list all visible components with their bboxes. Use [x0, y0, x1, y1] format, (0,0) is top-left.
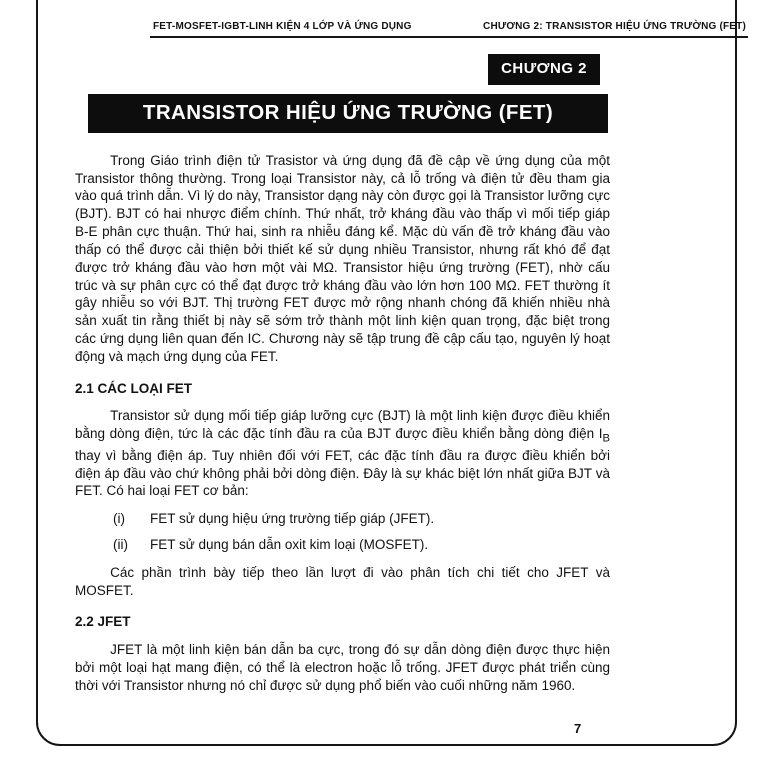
section-2-1-closing-paragraph: Các phần trình bày tiếp theo lần lượt đi vào phân tích chi tiết cho JFET và MOSFET.: [75, 564, 610, 598]
section-2-2-paragraph: JFET là một linh kiện bán dẫn ba cực, trong đó sự dẫn dòng điện được thực hiện bởi một loại hạt mang điện, có thể là electron hoặc lỗ trống. JFET được phát triển cùng thời với Transistor nhưng nó chỉ được sử dụng phổ biến vào cuối những năm 1960.: [75, 642, 610, 693]
list-marker: (ii): [113, 537, 128, 552]
page-content: [75, 50, 610, 695]
header-rule: [150, 36, 748, 38]
section-heading-2-2: 2.2 JFET: [75, 614, 131, 630]
fet-type-list: [75, 510, 610, 554]
list-item: [113, 536, 610, 554]
list-item-text: FET sử dụng hiệu ứng trường tiếp giáp (JFET).: [150, 511, 435, 527]
running-header-right: CHƯƠNG 2: TRANSISTOR HIỆU ỨNG TRƯỜNG (FET): [483, 21, 746, 32]
running-header-left: FET-MOSFET-IGBT-LINH KIỆN 4 LỚP VÀ ỨNG DỤNG: [153, 21, 412, 32]
paragraph-text: thay vì bằng điện áp. Tuy nhiên đối với FET, các đặc tính đầu ra được điều khiển bởi điện áp đầu vào chứ không phải bởi dòng điện. Đây là sự khác biệt lớn nhất giữa BJT và FET. Có hai loại FET cơ bản:: [75, 447, 610, 499]
paragraph-text: Transistor sử dụng mối tiếp giáp lưỡng cực (BJT) là một linh kiện được điều khiển bằng dòng điện, tức là các đặc tính đầu ra của BJT được điều khiển bằng dòng điện I: [75, 408, 610, 442]
section-2-1-paragraph: [75, 407, 610, 500]
list-marker: (i): [113, 511, 125, 527]
chapter-badge: CHƯƠNG 2: [488, 54, 600, 85]
list-item-text: FET sử dụng bán dẫn oxit kim loại (MOSFET).: [150, 537, 429, 552]
list-item: [113, 510, 610, 528]
subscript-b: B: [602, 432, 610, 445]
page-number: 7: [574, 721, 582, 736]
section-heading-2-1: 2.1 CÁC LOẠI FET: [75, 380, 193, 396]
chapter-title: TRANSISTOR HIỆU ỨNG TRƯỜNG (FET): [88, 94, 608, 133]
intro-paragraph: Trong Giáo trình điện tử Trasistor và ứng dụng đã đề cập về ứng dụng của một Transistor thông thường. Trong loại Transistor này, cả lỗ trống và điện tử đều tham gia vào quá trình dẫn. Vì lý do này, Transistor dạng này còn được gọi là Transistor lưỡng cực (BJT). BJT có hai nhược điểm chính. Thứ nhất, trở kháng đầu vào thấp vì mối tiếp giáp B-E phân cực thuận. Thứ hai, sinh ra nhiễu đáng kể. Mặc dù vấn đề trở kháng đầu vào thấp có thể được cải thiện bởi thiết kế sử dụng nhiều Transistor, nhưng rất khó để đạt được trở kháng đầu vào hơn một vài MΩ. Transistor hiệu ứng trường (FET), nhờ cấu trúc và sự phân cực có thể đạt được trở kháng đầu vào lớn hơn 100 MΩ. FET thường ít gây nhiễu so với BJT. Thị trường FET được mở rộng nhanh chóng đã khiến nhiều nhà sản xuất tin rằng thiết bị này sẽ sớm trở thành một linh kiện quan trọng, đặc biệt trong các ứng dụng liên quan đến IC. Chương này sẽ tập trung đề cập cấu tạo, nguyên lý hoạt động và mạch ứng dụng của FET.: [75, 152, 610, 364]
